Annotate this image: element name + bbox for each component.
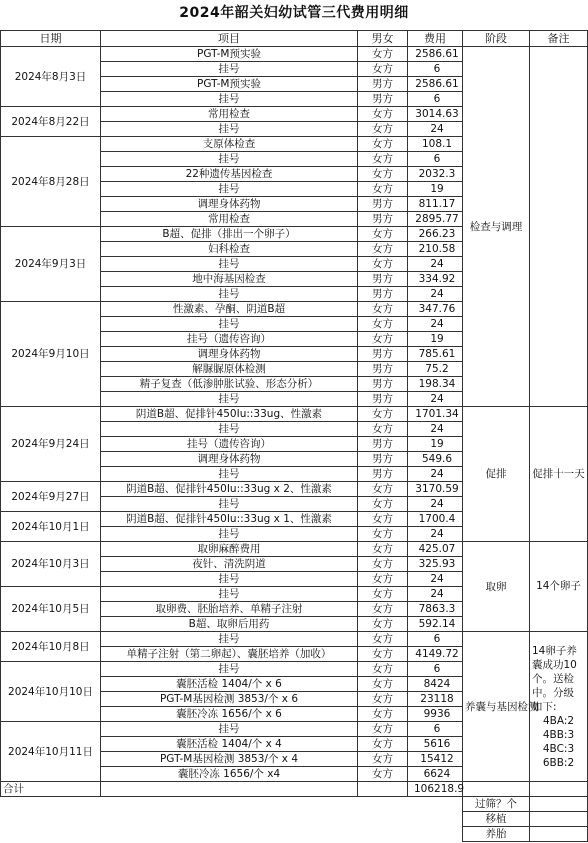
date-cell: 2024年10月5日	[1, 587, 101, 632]
cost-cell: 266.23	[408, 227, 463, 242]
expense-table-body	[1, 31, 588, 842]
item-cell: 22种遗传基因检查	[101, 167, 358, 182]
blank-cell	[408, 797, 463, 812]
note-line: 14卵子养	[532, 644, 577, 657]
note-cell: 14个卵子	[530, 542, 588, 632]
cost-cell: 3170.59	[408, 482, 463, 497]
footer-stage-cell: 移植	[463, 812, 530, 827]
item-cell: 挂号	[101, 422, 358, 437]
cost-cell: 24	[408, 467, 463, 482]
blank-cell	[358, 827, 408, 842]
sex-cell: 男方	[358, 452, 408, 467]
date-cell: 2024年9月10日	[1, 302, 101, 407]
cost-cell: 24	[408, 122, 463, 137]
cost-cell: 785.61	[408, 347, 463, 362]
footer-row	[1, 812, 588, 827]
date-cell: 2024年10月10日	[1, 662, 101, 722]
cost-cell: 19	[408, 182, 463, 197]
item-cell: 地中海基因检查	[101, 272, 358, 287]
item-cell: 挂号	[101, 317, 358, 332]
item-cell: 夜针、清洗阴道	[101, 557, 358, 572]
item-cell: 囊胚活检 1404/个 x 4	[101, 737, 358, 752]
cost-cell: 2586.61	[408, 47, 463, 62]
footer-stage-cell: 过筛？个	[463, 797, 530, 812]
table-row	[1, 632, 588, 647]
item-cell: 挂号	[101, 572, 358, 587]
cost-cell: 24	[408, 257, 463, 272]
cost-cell: 24	[408, 287, 463, 302]
date-cell: 2024年10月3日	[1, 542, 101, 587]
footer-note-cell	[530, 797, 588, 812]
item-cell: 挂号	[101, 62, 358, 77]
item-cell: 挂号	[101, 662, 358, 677]
item-cell: 调理身体药物	[101, 347, 358, 362]
note-line: 个。送检	[532, 672, 574, 685]
note-line: 囊成功10	[532, 658, 577, 671]
cost-cell: 198.34	[408, 377, 463, 392]
table-row	[1, 47, 588, 62]
date-cell: 2024年10月1日	[1, 512, 101, 542]
sex-cell: 女方	[358, 497, 408, 512]
sex-cell: 女方	[358, 107, 408, 122]
item-cell: 囊胚冷冻 1656/个 x 6	[101, 707, 358, 722]
sex-cell: 女方	[358, 602, 408, 617]
sex-cell: 女方	[358, 617, 408, 632]
note-cell	[530, 47, 588, 407]
footer-stage-cell: 养胎	[463, 827, 530, 842]
footer-row	[1, 827, 588, 842]
stage-cell: 促排	[463, 407, 530, 542]
table-row	[1, 542, 588, 557]
item-cell: 挂号（遗传咨询）	[101, 332, 358, 347]
item-cell: 囊胚冷冻 1656/个 x4	[101, 767, 358, 782]
note-cell	[530, 632, 588, 782]
blank-cell	[1, 797, 101, 812]
date-cell: 2024年8月22日	[1, 107, 101, 137]
sex-cell: 女方	[358, 662, 408, 677]
sex-cell: 男方	[358, 272, 408, 287]
date-cell: 2024年8月3日	[1, 47, 101, 107]
cost-cell: 2895.77	[408, 212, 463, 227]
cost-cell: 5616	[408, 737, 463, 752]
cost-cell: 24	[408, 422, 463, 437]
blank-cell	[408, 812, 463, 827]
sex-cell: 女方	[358, 692, 408, 707]
empty-cell	[101, 782, 358, 797]
item-cell: 阴道B超、促排针450Iu::33ug x 2、性激素	[101, 482, 358, 497]
item-cell: 单精子注射（第二卵起）、囊胚培养（加收）	[101, 647, 358, 662]
cost-cell: 24	[408, 317, 463, 332]
blank-cell	[358, 812, 408, 827]
total-label: 合计	[1, 782, 101, 797]
note-cell: 促排十一天	[530, 407, 588, 542]
item-cell: PGT-M预实验	[101, 47, 358, 62]
sex-cell: 男方	[358, 362, 408, 377]
sex-cell: 女方	[358, 737, 408, 752]
empty-cell	[358, 782, 408, 797]
item-cell: 挂号	[101, 392, 358, 407]
cost-cell: 6	[408, 92, 463, 107]
item-cell: PGT-M基因检测 3853/个 x 4	[101, 752, 358, 767]
cost-cell: 24	[408, 587, 463, 602]
embryo-grade: 4BC:3	[542, 742, 575, 755]
footer-note-cell	[530, 827, 588, 842]
item-cell: 挂号	[101, 92, 358, 107]
embryo-grade: 6BB:2	[542, 756, 575, 769]
sex-cell: 女方	[358, 407, 408, 422]
cost-cell: 6	[408, 62, 463, 77]
stage-cell: 检查与调理	[463, 47, 530, 407]
sex-cell: 女方	[358, 167, 408, 182]
date-cell: 2024年9月27日	[1, 482, 101, 512]
cost-cell: 549.6	[408, 452, 463, 467]
footer-note-cell	[530, 812, 588, 827]
sex-cell: 女方	[358, 542, 408, 557]
item-cell: B超、促排（排出一个卵子）	[101, 227, 358, 242]
item-cell: 阴道B超、促排针450Iu::33ug、性激素	[101, 407, 358, 422]
item-cell: B超、取卵后用药	[101, 617, 358, 632]
sex-cell: 女方	[358, 767, 408, 782]
blank-cell	[358, 797, 408, 812]
sex-cell: 女方	[358, 572, 408, 587]
cost-cell: 2032.3	[408, 167, 463, 182]
blank-cell	[101, 827, 358, 842]
sex-cell: 女方	[358, 47, 408, 62]
sex-cell: 女方	[358, 527, 408, 542]
sex-cell: 男方	[358, 392, 408, 407]
item-cell: 挂号（遗传咨询）	[101, 437, 358, 452]
sex-cell: 女方	[358, 152, 408, 167]
sex-cell: 女方	[358, 752, 408, 767]
item-cell: 妇科检查	[101, 242, 358, 257]
stage-cell: 取卵	[463, 542, 530, 632]
sex-cell: 女方	[358, 122, 408, 137]
cost-cell: 1700.4	[408, 512, 463, 527]
cost-cell: 23118	[408, 692, 463, 707]
sex-cell: 女方	[358, 482, 408, 497]
sex-cell: 女方	[358, 422, 408, 437]
cost-cell: 6	[408, 152, 463, 167]
cost-cell: 6624	[408, 767, 463, 782]
sex-cell: 男方	[358, 197, 408, 212]
blank-cell	[1, 827, 101, 842]
item-cell: 支原体检查	[101, 137, 358, 152]
cost-cell: 4149.72	[408, 647, 463, 662]
sex-cell: 男方	[358, 437, 408, 452]
cost-cell: 19	[408, 437, 463, 452]
note-line: 如下:	[532, 700, 557, 713]
item-cell: 挂号	[101, 632, 358, 647]
item-cell: 性激素、孕酮、阴道B超	[101, 302, 358, 317]
sex-cell: 女方	[358, 62, 408, 77]
expense-table	[0, 30, 588, 842]
item-cell: 挂号	[101, 467, 358, 482]
sex-cell: 男方	[358, 287, 408, 302]
sex-cell: 女方	[358, 722, 408, 737]
date-cell: 2024年10月11日	[1, 722, 101, 782]
item-cell: PGT-M基因检测 3853/个 x 6	[101, 692, 358, 707]
sex-cell: 男方	[358, 92, 408, 107]
item-cell: 解脲脲原体检测	[101, 362, 358, 377]
sex-cell: 女方	[358, 242, 408, 257]
item-cell: 调理身体药物	[101, 452, 358, 467]
item-cell: 精子复查（低渗肿胀试验、形态分析）	[101, 377, 358, 392]
sex-cell: 男方	[358, 212, 408, 227]
total-value: 106218.9	[408, 782, 463, 797]
header-date: 日期	[1, 31, 101, 47]
item-cell: 常用检查	[101, 212, 358, 227]
cost-cell: 3014.63	[408, 107, 463, 122]
item-cell: 挂号	[101, 122, 358, 137]
sex-cell: 女方	[358, 707, 408, 722]
cost-cell: 8424	[408, 677, 463, 692]
sheet-title: 2024年韶关妇幼试管三代费用明细	[179, 5, 409, 21]
sex-cell: 女方	[358, 332, 408, 347]
sex-cell: 女方	[358, 302, 408, 317]
cost-cell: 425.07	[408, 542, 463, 557]
item-cell: 取卵麻醉费用	[101, 542, 358, 557]
header-cost: 费用	[408, 31, 463, 47]
sex-cell: 女方	[358, 632, 408, 647]
item-cell: 取卵费、胚胎培养、单精子注射	[101, 602, 358, 617]
header-item: 项目	[101, 31, 358, 47]
note-line: 中。分级	[532, 686, 574, 699]
cost-cell: 24	[408, 527, 463, 542]
sex-cell: 男方	[358, 467, 408, 482]
cost-cell: 1701.34	[408, 407, 463, 422]
date-cell: 2024年9月3日	[1, 227, 101, 302]
item-cell: 挂号	[101, 257, 358, 272]
item-cell: 囊胚活检 1404/个 x 6	[101, 677, 358, 692]
cost-cell: 108.1	[408, 137, 463, 152]
item-cell: 挂号	[101, 182, 358, 197]
header-note: 备注	[530, 31, 588, 47]
empty-cell	[530, 782, 588, 797]
date-cell: 2024年9月24日	[1, 407, 101, 482]
item-cell: 挂号	[101, 287, 358, 302]
table-row	[1, 407, 588, 422]
item-cell: 调理身体药物	[101, 197, 358, 212]
blank-cell	[408, 827, 463, 842]
sex-cell: 女方	[358, 257, 408, 272]
sex-cell: 女方	[358, 587, 408, 602]
blank-cell	[101, 797, 358, 812]
cost-cell: 24	[408, 497, 463, 512]
cost-cell: 334.92	[408, 272, 463, 287]
cost-cell: 6	[408, 662, 463, 677]
cost-cell: 6	[408, 722, 463, 737]
cost-cell: 19	[408, 332, 463, 347]
sex-cell: 女方	[358, 182, 408, 197]
item-cell: 阴道B超、促排针450Iu::33ug x 1、性激素	[101, 512, 358, 527]
cost-cell: 75.2	[408, 362, 463, 377]
cost-cell: 24	[408, 392, 463, 407]
header-row	[1, 31, 588, 47]
item-cell: 挂号	[101, 527, 358, 542]
blank-cell	[101, 812, 358, 827]
cost-cell: 210.58	[408, 242, 463, 257]
empty-cell	[463, 782, 530, 797]
cost-cell: 325.93	[408, 557, 463, 572]
item-cell: 挂号	[101, 152, 358, 167]
item-cell: 常用检查	[101, 107, 358, 122]
item-cell: 挂号	[101, 497, 358, 512]
blank-cell	[1, 812, 101, 827]
cost-cell: 15412	[408, 752, 463, 767]
sex-cell: 男方	[358, 77, 408, 92]
item-cell: PGT-M预实验	[101, 77, 358, 92]
sex-cell: 女方	[358, 227, 408, 242]
embryo-grade: 4BB:3	[542, 728, 575, 741]
total-row	[1, 782, 588, 797]
item-cell: 挂号	[101, 722, 358, 737]
cost-cell: 2586.61	[408, 77, 463, 92]
stage-cell: 养囊与基因检测	[463, 632, 530, 782]
date-cell: 2024年8月28日	[1, 137, 101, 227]
cost-cell: 811.17	[408, 197, 463, 212]
cost-cell: 592.14	[408, 617, 463, 632]
header-stage: 阶段	[463, 31, 530, 47]
sex-cell: 男方	[358, 347, 408, 362]
item-cell: 挂号	[101, 587, 358, 602]
sex-cell: 女方	[358, 647, 408, 662]
cost-cell: 6	[408, 632, 463, 647]
sex-cell: 女方	[358, 557, 408, 572]
cost-cell: 7863.3	[408, 602, 463, 617]
cost-cell: 24	[408, 572, 463, 587]
sex-cell: 女方	[358, 317, 408, 332]
cost-cell: 347.76	[408, 302, 463, 317]
sex-cell: 女方	[358, 137, 408, 152]
date-cell: 2024年10月8日	[1, 632, 101, 662]
sex-cell: 男方	[358, 377, 408, 392]
cost-cell: 9936	[408, 707, 463, 722]
sex-cell: 女方	[358, 512, 408, 527]
embryo-grade: 4BA:2	[542, 714, 575, 727]
header-sex: 男女	[358, 31, 408, 47]
sex-cell: 女方	[358, 677, 408, 692]
footer-row	[1, 797, 588, 812]
